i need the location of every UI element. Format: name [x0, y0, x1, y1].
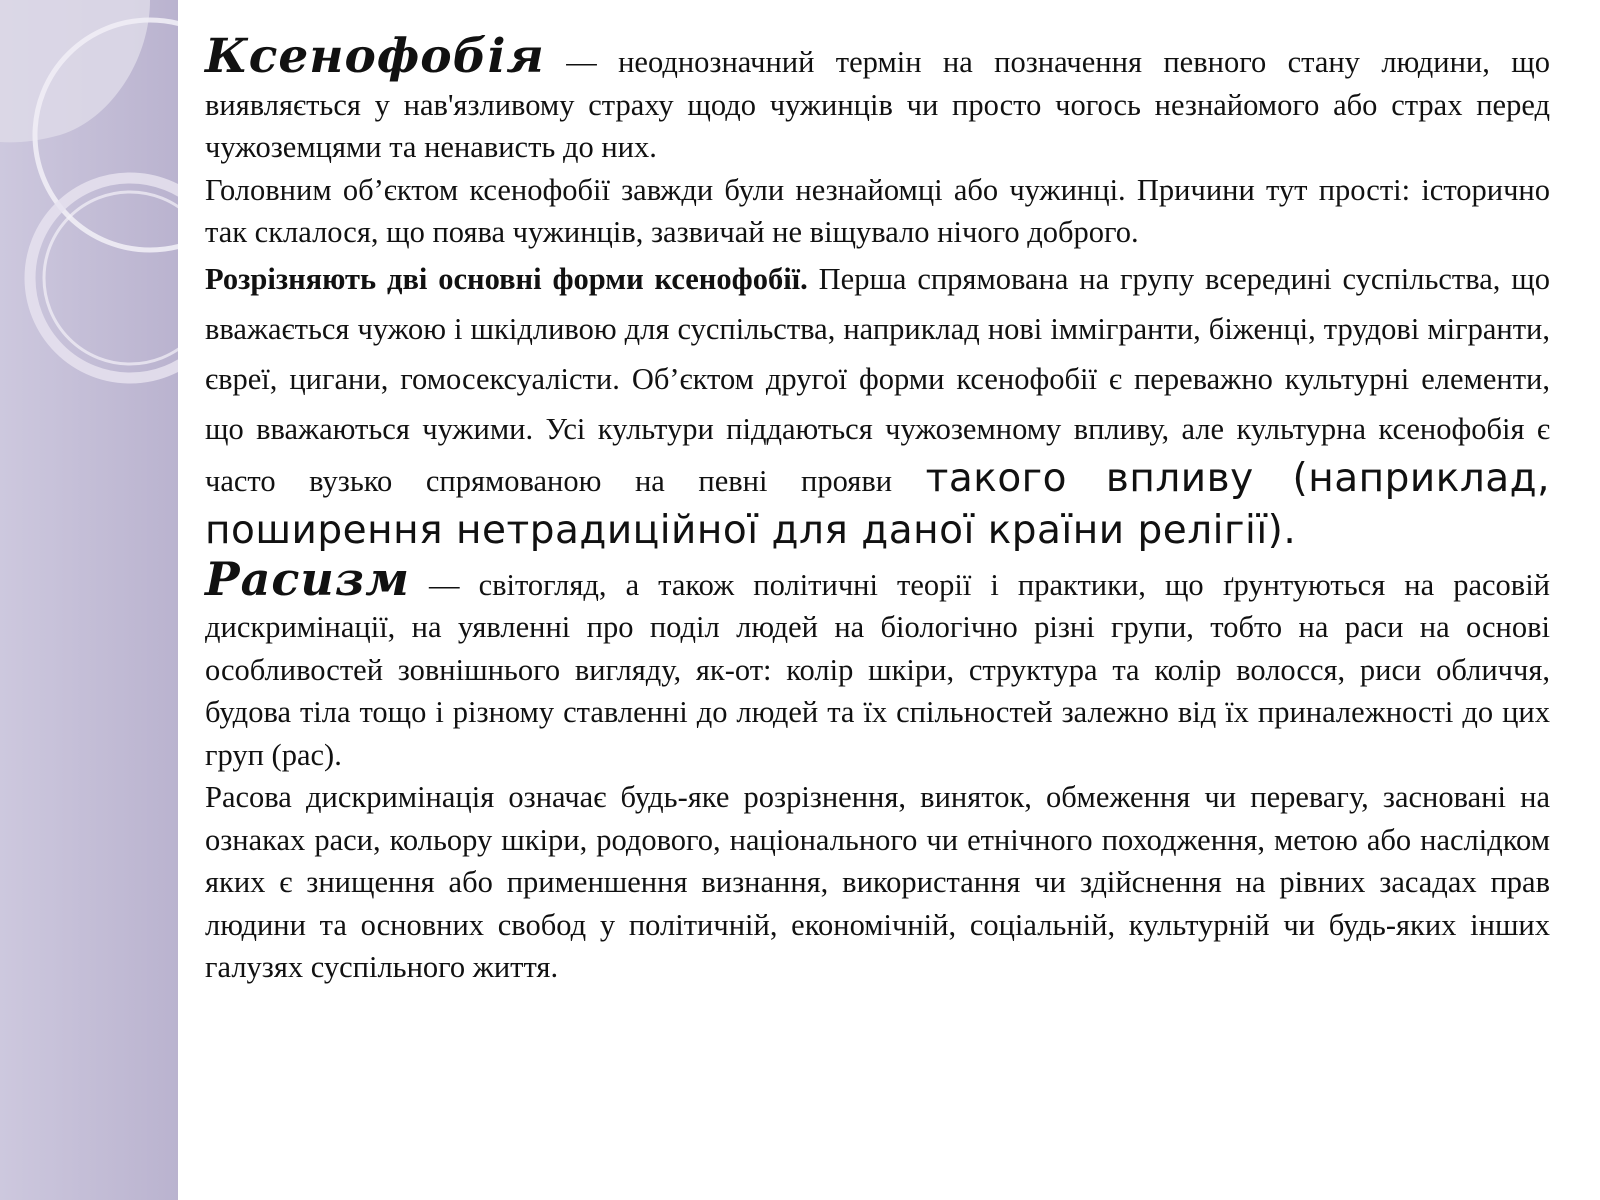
paragraph-xenophobia-object: [205, 169, 1550, 254]
paragraph-racial-discrimination: [205, 776, 1550, 989]
paragraph-racism-definition: [205, 551, 1550, 777]
slide-content: [205, 29, 1551, 989]
racial-discrimination-text: Расова дискримінація означає будь-яке розрізнення, виняток, обмеження чи перевагу, засновані на ознаках раси, кольору шкіри, родового, національного чи етнічного походження, метою або наслідком яких є знищення або применшення визнання, використання чи здійснення на рівних засадах прав людини та основних свобод у політичній, економічній, соціальній, культурній чи будь-яких інших галузях суспільного життя.: [205, 780, 1550, 984]
xenophobia-object-text: Головним об’єктом ксенофобії завжди були незнайомці або чужинці. Причини тут прості: історично так склалося, що поява чужинців, зазвичай не віщувало нічого доброго.: [205, 172, 1550, 249]
term-racism: Расизм: [205, 551, 410, 606]
xenophobia-definition-text: — неоднозначний термін на позначення певного стану людини, що виявляється у нав'язливому страху щодо чужинців чи просто чогось незнайомого або страх перед чужоземцями та ненависть до них.: [205, 45, 1550, 164]
paragraph-xenophobia-definition: [205, 29, 1550, 169]
racism-definition-text: — світогляд, а також політичні теорії і практики, що ґрунтуються на расовій дискримінації, на уявленні про поділ людей на біологічно різні групи, тобто на раси на основі особливостей зовнішнього вигляду, як-от: колір шкіри, структура та колір волосся, риси обличчя, будова тіла тощо і різному ставленні до людей та їх спільностей залежно від їх приналежності до цих груп (рас).: [205, 567, 1550, 772]
forms-large-tail: такого впливу (наприклад, поширення нетрадиційної для даної країни релігії).: [205, 455, 1551, 553]
forms-bold-lead: Розрізняють дві основні форми ксенофобії.: [205, 261, 808, 296]
decorative-side-band: [0, 0, 178, 1200]
term-xenophobia: Ксенофобія: [205, 29, 545, 84]
paragraph-xenophobia-forms: [205, 254, 1550, 558]
decorative-rings: [0, 0, 178, 1200]
forms-text: Перша спрямована на групу всередині суспільства, що вважається чужою і шкідливою для суспільства, наприклад нові іммігранти, біженці, трудові мігранти, євреї, цигани, гомосексуалісти. Об’єктом другої форми ксенофобії є переважно культурні елементи, що вважаються чужими. Усі культури піддаються чужоземному впливу, але культурна ксенофобія є часто вузько спрямованою на певні прояви: [205, 261, 1551, 498]
